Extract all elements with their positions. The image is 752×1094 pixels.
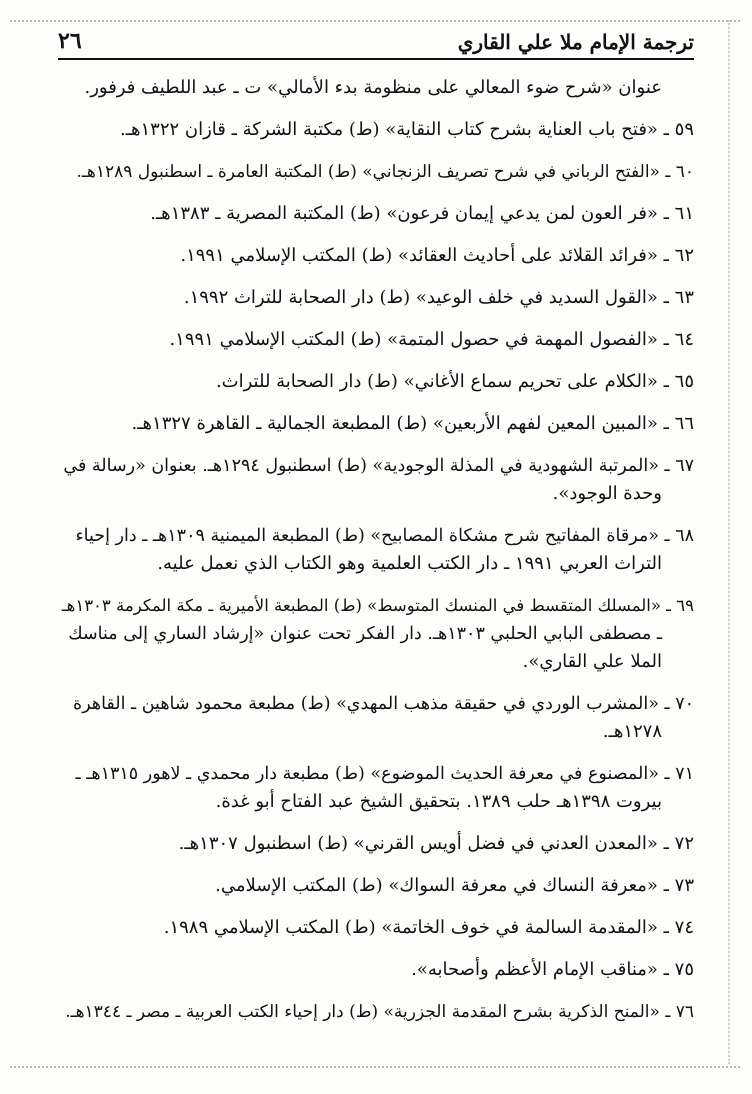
top-ornamental-border [10,6,740,22]
entry-line: ٧٤ ـ «المقدمة السالمة في خوف الخاتمة» (ط) المكتب الإسلامي ١٩٨٩. [163,917,694,938]
entry-line: ٦٦ ـ «المبين المعين لفهم الأربعين» (ط) المطبعة الجمالية ـ القاهرة ١٣٢٧هـ. [131,413,694,434]
bibliography-entry [58,914,694,942]
entry-line: ٧٥ ـ «مناقب الإمام الأعظم وأصحابه». [411,959,694,980]
bibliography-entry [58,242,694,270]
entry-line: ٦٨ ـ «مرقاة المفاتيح شرح مشكاة المصابيح» (ط) المطبعة الميمنية ١٣٠٩هـ ـ دار إحياء [75,526,694,546]
bibliography-entry [58,872,694,900]
entry-continuation-line: الملا علي القاري». [522,651,662,672]
entry-line: ٦٤ ـ «الفصول المهمة في حصول المتمة» (ط) المكتب الإسلامي ١٩٩١. [169,329,694,350]
entry-line: ٧٢ ـ «المعدن العدني في فضل أويس القرني» (ط) اسطنبول ١٣٠٧هـ. [178,833,694,854]
entry-line: ٥٩ ـ «فتح باب العناية بشرح كتاب النقاية» (ط) مكتبة الشركة ـ قازان ١٣٢٢هـ. [119,119,694,140]
entry-line: ٧٦ ـ «المنح الذكرية بشرح المقدمة الجزرية» (ط) دار إحياء الكتب العربية ـ مصر ـ ١٣٤٤هـ. [65,1002,694,1022]
entry-line: ٦٠ ـ «الفتح الرباني في شرح تصريف الزنجاني» (ط) المكتبة العامرة ـ اسطنبول ١٢٨٩هـ. [76,162,694,182]
bibliography-entry [58,116,694,144]
entry-line: ٧١ ـ «المصنوع في معرفة الحديث الموضوع» (ط) مطبعة دار محمدي ـ لاهور ١٣١٥هـ ـ [75,764,694,784]
bibliography-entry [58,452,694,508]
bibliography-entry [58,956,694,984]
entry-line: ٧٠ ـ «المشرب الوردي في حقيقة مذهب المهدي» (ط) مطبعة محمود شاهين ـ القاهرة [73,694,694,714]
bottom-ornamental-border [10,1066,740,1080]
page-number: ٢٦ [58,28,82,54]
bibliography-entry [58,200,694,228]
entry-line: ٦٢ ـ «فرائد القلائد على أحاديث العقائد» (ط) المكتب الإسلامي ١٩٩١. [180,245,694,266]
bibliography-list [58,66,694,1026]
bibliography-entry [58,368,694,396]
lead-line: عنوان «شرح ضوء المعالي على منظومة بدء الأمالي» ت ـ عبد اللطيف فرفور. [84,77,662,98]
book-title: ترجمة الإمام ملا علي القاري [457,30,694,54]
entry-continuation-line: ـ مصطفى البابي الحلبي ١٣٠٣هـ. دار الفكر تحت عنوان «إرشاد الساري إلى مناسك [68,624,662,644]
bibliography-entry [58,830,694,858]
entry-continuation-line: وحدة الوجود». [552,483,662,504]
entries-container [58,116,694,1026]
entry-line: ٦٥ ـ «الكلام على تحريم سماع الأغاني» (ط) دار الصحابة للتراث. [215,371,694,392]
bibliography-entry [58,326,694,354]
running-header [58,26,694,60]
entry-continuation-line: ١٢٧٨هـ. [602,721,662,742]
entry-line: ٦٩ ـ «المسلك المتقسط في المنسك المتوسط» (ط) المطبعة الأميرية ـ مكة المكرمة ١٣٠٣هـ [61,596,694,615]
bibliography-entry [58,522,694,578]
entry-line: ٦٧ ـ «المرتبة الشهودية في المذلة الوجودية» (ط) اسطنبول ١٢٩٤هـ. بعنوان «رسالة في [63,456,694,476]
bibliography-entry [58,998,694,1026]
bibliography-entry [58,760,694,816]
bibliography-entry [58,158,694,186]
entry-line: ٦١ ـ «فر العون لمن يدعي إيمان فرعون» (ط) المكتبة المصرية ـ ١٣٨٣هـ. [150,203,694,224]
entry-line: ٧٣ ـ «معرفة النساك في معرفة السواك» (ط) المكتب الإسلامي. [215,875,694,896]
bibliography-entry [58,690,694,746]
bibliography-entry [58,592,694,676]
bibliography-entry [58,410,694,438]
side-ornamental-border [728,20,738,1064]
bibliography-entry [58,284,694,312]
entry-continuation-line: بيروت ١٣٩٨هـ حلب ١٣٨٩. بتحقيق الشيخ عبد الفتاح أبو غدة. [215,791,662,812]
entry-line: ٦٣ ـ «القول السديد في خلف الوعيد» (ط) دار الصحابة للتراث ١٩٩٢. [183,287,694,308]
entry-continuation-line: التراث العربي ١٩٩١ ـ دار الكتب العلمية وهو الكتاب الذي نعمل عليه. [157,553,662,574]
